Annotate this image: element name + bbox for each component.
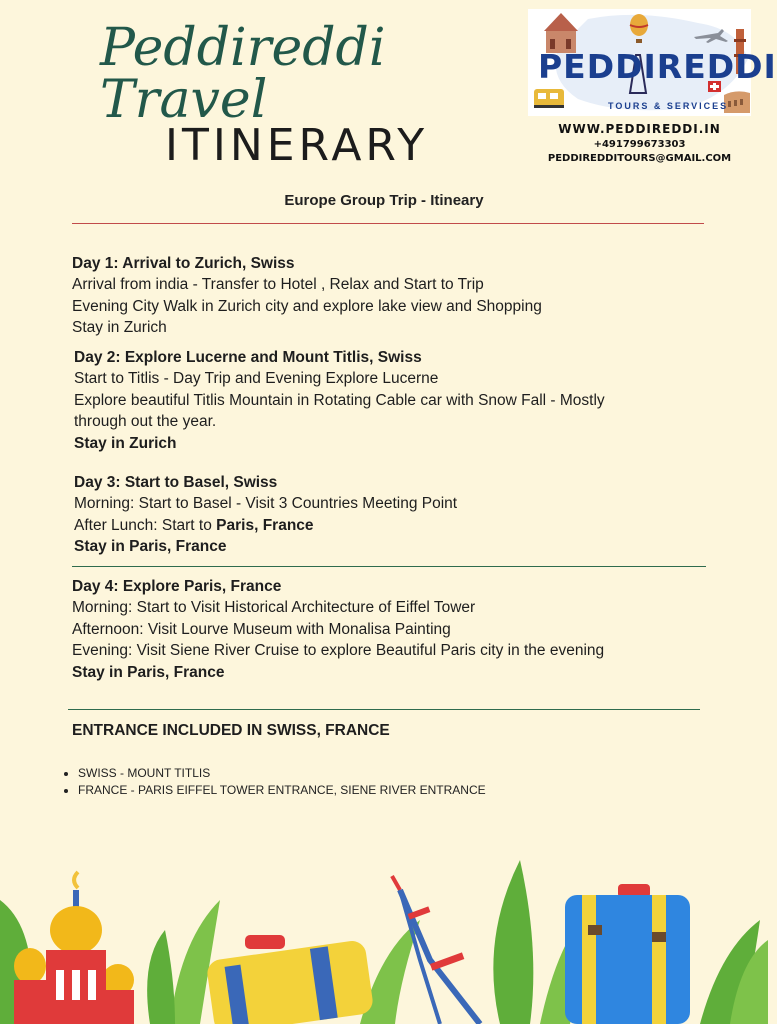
lunch-place: Paris, France bbox=[216, 516, 314, 534]
lunch-prefix: After Lunch: Start to bbox=[74, 516, 217, 534]
phone-number: +491799673303 bbox=[593, 139, 686, 150]
divider bbox=[68, 709, 700, 710]
day-title: Day 1: Arrival to Zurich, Swiss bbox=[72, 255, 295, 272]
entrance-heading: ENTRANCE INCLUDED IN SWISS, FRANCE bbox=[72, 722, 390, 739]
logo-tagline: TOURS & SERVICES bbox=[608, 101, 729, 111]
suitcase-icon bbox=[206, 935, 375, 1024]
day-line: Morning: Start to Basel - Visit 3 Countries Meeting Point bbox=[74, 495, 458, 513]
day-line: Afternoon: Visit Lourve Museum with Monalisa Painting bbox=[72, 620, 451, 638]
day-2-section bbox=[74, 347, 605, 454]
day-1-section bbox=[72, 253, 542, 339]
day-title: Day 3: Start to Basel, Swiss bbox=[74, 474, 278, 491]
day-line-lunch bbox=[74, 515, 457, 536]
divider bbox=[72, 566, 706, 567]
tram-icon bbox=[534, 89, 564, 108]
email-address[interactable]: PEDDIREDDITOURS@GMAIL.COM bbox=[547, 153, 732, 164]
day-stay: Stay in Paris, France bbox=[72, 663, 225, 681]
day-line: Arrival from india - Transfer to Hotel , Relax and Start to Trip bbox=[72, 276, 484, 294]
day-line: Morning: Start to Visit Historical Architecture of Eiffel Tower bbox=[72, 599, 476, 617]
day-4-section bbox=[72, 576, 604, 683]
day-line: Evening: Visit Siene River Cruise to explore Beautiful Paris city in the evening bbox=[72, 642, 605, 660]
logo-name: PEDDIREDDI bbox=[538, 47, 777, 86]
day-line: Evening City Walk in Zurich city and explore lake view and Shopping bbox=[72, 297, 542, 315]
suitcase-icon bbox=[565, 884, 690, 1024]
day-title: Day 2: Explore Lucerne and Mount Titlis, Swiss bbox=[74, 349, 422, 366]
travel-illustration bbox=[0, 840, 768, 1024]
day-line: Stay in Zurich bbox=[72, 319, 167, 337]
company-logo bbox=[528, 9, 777, 116]
day-3-section bbox=[74, 472, 457, 558]
entrance-list bbox=[60, 765, 486, 799]
day-line: through out the year. bbox=[74, 413, 217, 431]
trip-subtitle: Europe Group Trip - Itineary bbox=[284, 192, 484, 209]
day-stay: Stay in Zurich bbox=[74, 434, 177, 452]
list-item: • FRANCE - PARIS EIFFEL TOWER ENTRANCE, SIENE RIVER ENTRANCE bbox=[78, 782, 486, 799]
divider bbox=[72, 223, 704, 224]
page-title: ITINERARY bbox=[165, 120, 429, 171]
brand-script-title: Peddireddi Travel bbox=[100, 18, 386, 130]
website-link[interactable]: WWW.PEDDIREDDI.IN bbox=[558, 122, 721, 136]
day-line: Explore beautiful Titlis Mountain in Rotating Cable car with Snow Fall - Mostly bbox=[74, 391, 605, 409]
day-line: Start to Titlis - Day Trip and Evening Explore Lucerne bbox=[74, 370, 439, 388]
onion-dome-palace-icon bbox=[14, 872, 134, 1024]
list-item: • SWISS - MOUNT TITLIS bbox=[78, 765, 486, 782]
day-title: Day 4: Explore Paris, France bbox=[72, 578, 282, 595]
day-stay: Stay in Paris, France bbox=[74, 538, 227, 556]
